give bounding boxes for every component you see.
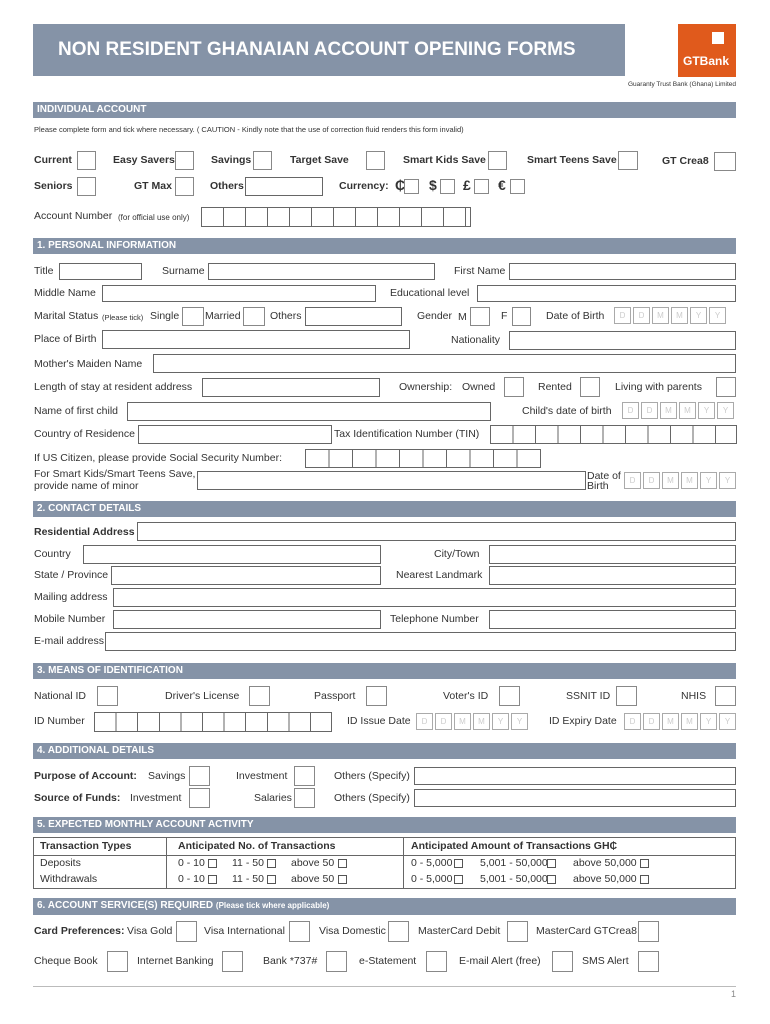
current-checkbox[interactable] bbox=[77, 151, 96, 170]
col-anticipated-amount: Anticipated Amount of Transactions GH₵ bbox=[411, 840, 618, 852]
maiden-name-field[interactable] bbox=[153, 354, 736, 373]
gt-crea8-label: GT Crea8 bbox=[662, 155, 709, 167]
target-save-checkbox[interactable] bbox=[366, 151, 385, 170]
email-alert-label: E-mail Alert (free) bbox=[459, 955, 541, 967]
purpose-savings-checkbox[interactable] bbox=[189, 766, 210, 786]
gender-m-checkbox[interactable] bbox=[470, 307, 490, 326]
wd-a1-checkbox[interactable] bbox=[454, 875, 463, 884]
visa-gold-checkbox[interactable] bbox=[176, 921, 197, 942]
dep-n1-checkbox[interactable] bbox=[208, 859, 217, 868]
national-id-label: National ID bbox=[34, 690, 86, 702]
page-number: 1 bbox=[731, 989, 737, 999]
source-salaries-checkbox[interactable] bbox=[294, 788, 315, 808]
date-digit-box[interactable]: Y bbox=[700, 472, 717, 489]
tin-label: Tax Identification Number (TIN) bbox=[334, 428, 480, 440]
footer-rule bbox=[33, 986, 736, 987]
source-investment-label: Investment bbox=[130, 792, 182, 804]
mastercard-gtcrea8-label: MasterCard GTCrea8 bbox=[536, 925, 637, 937]
dep-a2-label: 5,001 - 50,000 bbox=[480, 857, 548, 869]
email-alert-checkbox[interactable] bbox=[552, 951, 573, 972]
city-field[interactable] bbox=[489, 545, 736, 564]
state-field[interactable] bbox=[111, 566, 381, 585]
visa-domestic-checkbox[interactable] bbox=[388, 921, 409, 942]
education-label: Educational level bbox=[390, 287, 470, 299]
identification-heading: 3. MEANS OF IDENTIFICATION bbox=[33, 663, 736, 679]
internet-banking-label: Internet Banking bbox=[137, 955, 214, 967]
purpose-savings-label: Savings bbox=[148, 770, 186, 782]
date-digit-box[interactable]: Y bbox=[698, 402, 715, 419]
wd-n1-checkbox[interactable] bbox=[208, 875, 217, 884]
voters-id-checkbox[interactable] bbox=[499, 686, 520, 706]
logo-text: GTBank bbox=[683, 54, 730, 68]
date-digit-box[interactable]: M bbox=[473, 713, 490, 730]
single-checkbox[interactable] bbox=[182, 307, 204, 326]
date-digit-box[interactable]: M bbox=[662, 713, 679, 730]
dob-label: Date of Birth bbox=[546, 310, 605, 322]
first-child-field[interactable] bbox=[127, 402, 491, 421]
smart-teens-label: Smart Teens Save bbox=[527, 154, 617, 166]
gtbank-logo bbox=[678, 24, 736, 77]
minor-name-label-line1: For Smart Kids/Smart Teens Save, bbox=[34, 468, 196, 480]
minor-dob-label-line1: Date of bbox=[587, 470, 621, 482]
country-residence-field[interactable] bbox=[138, 425, 332, 444]
drivers-license-checkbox[interactable] bbox=[249, 686, 270, 706]
visa-domestic-label: Visa Domestic bbox=[319, 925, 386, 937]
mailing-address-field[interactable] bbox=[113, 588, 736, 607]
bank-name: Guaranty Trust Bank (Ghana) Limited bbox=[628, 81, 737, 88]
cheque-book-checkbox[interactable] bbox=[107, 951, 128, 972]
title-field[interactable] bbox=[59, 263, 142, 280]
date-digit-box[interactable]: D bbox=[624, 472, 641, 489]
source-others-field[interactable] bbox=[414, 789, 736, 807]
maiden-name-label: Mother's Maiden Name bbox=[34, 358, 143, 370]
purpose-label: Purpose of Account: bbox=[34, 770, 137, 782]
deposits-label: Deposits bbox=[40, 857, 81, 869]
minor-name-field[interactable] bbox=[197, 471, 586, 490]
euro-symbol: € bbox=[498, 177, 506, 193]
purpose-others-label: Others (Specify) bbox=[334, 770, 410, 782]
length-of-stay-label: Length of stay at resident address bbox=[34, 381, 193, 393]
place-of-birth-field[interactable] bbox=[102, 330, 410, 349]
dollar-checkbox[interactable] bbox=[440, 179, 455, 194]
dep-a3-checkbox[interactable] bbox=[640, 859, 649, 868]
source-salaries-label: Salaries bbox=[254, 792, 292, 804]
savings-label: Savings bbox=[211, 154, 252, 166]
purpose-investment-label: Investment bbox=[236, 770, 288, 782]
mobile-label: Mobile Number bbox=[34, 613, 106, 625]
date-digit-box[interactable]: Y bbox=[700, 713, 717, 730]
rented-checkbox[interactable] bbox=[580, 377, 600, 397]
withdrawals-label: Withdrawals bbox=[40, 873, 98, 885]
dep-n3-label: above 50 bbox=[291, 857, 335, 869]
first-name-label: First Name bbox=[454, 265, 506, 277]
date-digit-box[interactable]: M bbox=[681, 472, 698, 489]
national-id-checkbox[interactable] bbox=[97, 686, 118, 706]
easy-savers-label: Easy Savers bbox=[113, 154, 175, 166]
date-digit-box[interactable]: D bbox=[622, 402, 639, 419]
visa-international-checkbox[interactable] bbox=[289, 921, 310, 942]
mailing-address-label: Mailing address bbox=[34, 591, 108, 603]
residential-address-field[interactable] bbox=[137, 522, 736, 541]
date-digit-box[interactable]: D bbox=[435, 713, 452, 730]
sms-alert-checkbox[interactable] bbox=[638, 951, 659, 972]
dep-n1-label: 0 - 10 bbox=[178, 857, 205, 869]
bank-737-label: Bank *737# bbox=[263, 955, 318, 967]
married-label: Married bbox=[205, 310, 241, 322]
living-with-parents-label: Living with parents bbox=[615, 381, 702, 393]
wd-a2-label: 5,001 - 50,000 bbox=[480, 873, 548, 885]
date-digit-box[interactable]: M bbox=[679, 402, 696, 419]
date-digit-box[interactable]: Y bbox=[719, 713, 736, 730]
first-name-field[interactable] bbox=[509, 263, 736, 280]
dep-a3-label: above 50,000 bbox=[573, 857, 637, 869]
estatement-label: e-Statement bbox=[359, 955, 417, 967]
owned-label: Owned bbox=[462, 381, 496, 393]
country-residence-label: Country of Residence bbox=[34, 428, 135, 440]
personal-info-heading: 1. PERSONAL INFORMATION bbox=[33, 238, 736, 254]
married-checkbox[interactable] bbox=[243, 307, 265, 326]
date-digit-box[interactable]: M bbox=[652, 307, 669, 324]
internet-banking-checkbox[interactable] bbox=[222, 951, 243, 972]
id-number-boxes[interactable] bbox=[94, 712, 332, 732]
seniors-checkbox[interactable] bbox=[77, 177, 96, 196]
child-dob-label: Child's date of birth bbox=[522, 405, 612, 417]
smart-kids-checkbox[interactable] bbox=[488, 151, 507, 170]
smart-kids-label: Smart Kids Save bbox=[403, 154, 486, 166]
nationality-field[interactable] bbox=[509, 331, 736, 350]
surname-label: Surname bbox=[162, 265, 205, 277]
owned-checkbox[interactable] bbox=[504, 377, 524, 397]
wd-n2-checkbox[interactable] bbox=[267, 875, 276, 884]
living-with-parents-checkbox[interactable] bbox=[716, 377, 736, 397]
table-header-divider bbox=[34, 855, 735, 856]
services-heading bbox=[33, 898, 736, 915]
cheque-book-label: Cheque Book bbox=[34, 955, 98, 967]
id-number-label: ID Number bbox=[34, 715, 85, 727]
country-field[interactable] bbox=[83, 545, 381, 564]
wd-n1-label: 0 - 10 bbox=[178, 873, 205, 885]
date-digit-box[interactable]: Y bbox=[717, 402, 734, 419]
services-heading-note: (Please tick where applicable) bbox=[215, 901, 330, 910]
gender-f-label: F bbox=[501, 310, 508, 322]
col-transaction-types: Transaction Types bbox=[40, 840, 132, 852]
date-digit-box[interactable]: D bbox=[641, 402, 658, 419]
pound-checkbox[interactable] bbox=[474, 179, 489, 194]
cedi-checkbox[interactable] bbox=[404, 179, 419, 194]
date-digit-box[interactable]: D bbox=[624, 713, 641, 730]
wd-n3-label: above 50 bbox=[291, 873, 335, 885]
city-label: City/Town bbox=[434, 548, 480, 560]
individual-account-heading: INDIVIDUAL ACCOUNT bbox=[33, 102, 736, 118]
date-digit-box[interactable]: M bbox=[662, 472, 679, 489]
date-digit-box[interactable]: D bbox=[416, 713, 433, 730]
title-label: Title bbox=[34, 265, 54, 277]
tin-boxes[interactable] bbox=[490, 425, 737, 444]
email-label: E-mail address bbox=[34, 635, 105, 647]
nhis-label: NHIS bbox=[681, 690, 707, 702]
dep-a1-label: 0 - 5,000 bbox=[411, 857, 453, 869]
others-label: Others bbox=[210, 180, 244, 192]
bank-737-checkbox[interactable] bbox=[326, 951, 347, 972]
others-account-field[interactable] bbox=[245, 177, 323, 196]
gender-f-checkbox[interactable] bbox=[512, 307, 531, 326]
date-digit-box[interactable]: Y bbox=[511, 713, 528, 730]
visa-gold-label: Visa Gold bbox=[127, 925, 173, 937]
card-preferences-label: Card Preferences: bbox=[34, 925, 125, 937]
seniors-label: Seniors bbox=[34, 180, 73, 192]
account-number-boxes[interactable] bbox=[201, 207, 471, 227]
nhis-checkbox[interactable] bbox=[715, 686, 736, 706]
id-issue-date-label: ID Issue Date bbox=[347, 715, 411, 727]
date-digit-box[interactable]: M bbox=[681, 713, 698, 730]
mastercard-debit-label: MasterCard Debit bbox=[418, 925, 501, 937]
single-label: Single bbox=[150, 310, 180, 322]
passport-checkbox[interactable] bbox=[366, 686, 387, 706]
form-instructions: Please complete form and tick where necessary. ( CAUTION - Kindly note that the use of correction fluid renders this form invalid) bbox=[34, 125, 464, 134]
id-expiry-date-label: ID Expiry Date bbox=[549, 715, 617, 727]
smart-teens-checkbox[interactable] bbox=[618, 151, 638, 170]
table-divider-2 bbox=[403, 838, 404, 888]
date-digit-box[interactable]: D bbox=[614, 307, 631, 324]
voters-id-label: Voter's ID bbox=[443, 690, 489, 702]
mastercard-gtcrea8-checkbox[interactable] bbox=[638, 921, 659, 942]
visa-international-label: Visa International bbox=[204, 925, 285, 937]
current-label: Current bbox=[34, 154, 72, 166]
savings-checkbox[interactable] bbox=[253, 151, 272, 170]
mobile-field[interactable] bbox=[113, 610, 381, 629]
passport-label: Passport bbox=[314, 690, 356, 702]
additional-details-heading: 4. ADDITIONAL DETAILS bbox=[33, 743, 736, 759]
please-tick-note: (Please tick) bbox=[102, 313, 144, 322]
estatement-checkbox[interactable] bbox=[426, 951, 447, 972]
marital-others-label: Others bbox=[270, 310, 302, 322]
drivers-license-label: Driver's License bbox=[165, 690, 240, 702]
date-digit-box[interactable]: Y bbox=[709, 307, 726, 324]
dep-a2-checkbox[interactable] bbox=[547, 859, 556, 868]
first-child-label: Name of first child bbox=[34, 405, 119, 417]
wd-a3-checkbox[interactable] bbox=[640, 875, 649, 884]
date-digit-box[interactable]: Y bbox=[719, 472, 736, 489]
date-digit-box[interactable]: D bbox=[643, 713, 660, 730]
dep-a1-checkbox[interactable] bbox=[454, 859, 463, 868]
ssn-boxes[interactable] bbox=[305, 449, 541, 468]
telephone-field[interactable] bbox=[489, 610, 736, 629]
dep-n2-checkbox[interactable] bbox=[267, 859, 276, 868]
place-of-birth-label: Place of Birth bbox=[34, 333, 97, 345]
date-digit-box[interactable]: D bbox=[633, 307, 650, 324]
education-field[interactable] bbox=[477, 285, 736, 302]
col-anticipated-number: Anticipated No. of Transactions bbox=[178, 840, 336, 852]
landmark-label: Nearest Landmark bbox=[396, 569, 483, 581]
dep-n3-checkbox[interactable] bbox=[338, 859, 347, 868]
country-label: Country bbox=[34, 548, 71, 560]
telephone-label: Telephone Number bbox=[390, 613, 479, 625]
gt-max-label: GT Max bbox=[134, 180, 172, 192]
wd-n3-checkbox[interactable] bbox=[338, 875, 347, 884]
landmark-field[interactable] bbox=[489, 566, 736, 585]
email-field[interactable] bbox=[105, 632, 736, 651]
sms-alert-label: SMS Alert bbox=[582, 955, 629, 967]
mastercard-debit-checkbox[interactable] bbox=[507, 921, 528, 942]
rented-label: Rented bbox=[538, 381, 572, 393]
pound-symbol: £ bbox=[463, 177, 471, 193]
gt-max-checkbox[interactable] bbox=[175, 177, 194, 196]
state-label: State / Province bbox=[34, 569, 109, 581]
date-digit-box[interactable]: D bbox=[643, 472, 660, 489]
residential-address-label: Residential Address bbox=[34, 526, 135, 538]
nationality-label: Nationality bbox=[451, 334, 501, 346]
length-of-stay-field[interactable] bbox=[202, 378, 380, 397]
middle-name-label: Middle Name bbox=[34, 287, 96, 299]
surname-field[interactable] bbox=[208, 263, 435, 280]
page-title: NON RESIDENT GHANAIAN ACCOUNT OPENING FORMS bbox=[58, 39, 576, 60]
wd-a1-label: 0 - 5,000 bbox=[411, 873, 453, 885]
minor-dob-label-line2: Birth bbox=[587, 480, 609, 492]
table-divider-1 bbox=[166, 838, 167, 888]
ownership-label: Ownership: bbox=[399, 381, 453, 393]
gender-label: Gender bbox=[417, 310, 453, 322]
wd-a2-checkbox[interactable] bbox=[547, 875, 556, 884]
wd-a3-label: above 50,000 bbox=[573, 873, 637, 885]
gt-crea8-checkbox[interactable] bbox=[714, 152, 736, 171]
date-digit-box[interactable]: Y bbox=[690, 307, 707, 324]
target-save-label: Target Save bbox=[290, 154, 349, 166]
us-citizen-label: If US Citizen, please provide Social Security Number: bbox=[34, 452, 283, 464]
cedi-symbol: ₵ bbox=[395, 177, 406, 193]
contact-details-heading: 2. CONTACT DETAILS bbox=[33, 501, 736, 517]
date-digit-box[interactable]: M bbox=[671, 307, 688, 324]
easy-savers-checkbox[interactable] bbox=[175, 151, 194, 170]
date-digit-box[interactable]: M bbox=[454, 713, 471, 730]
ssnit-id-checkbox[interactable] bbox=[616, 686, 637, 706]
middle-name-field[interactable] bbox=[102, 285, 376, 302]
currency-label: Currency: bbox=[339, 180, 389, 192]
minor-name-label-line2: provide name of minor bbox=[34, 480, 139, 492]
logo-square-icon bbox=[712, 32, 724, 44]
date-digit-box[interactable]: M bbox=[660, 402, 677, 419]
marital-others-field[interactable] bbox=[305, 307, 402, 326]
account-number-label: Account Number bbox=[34, 210, 113, 222]
services-heading-title: 6. ACCOUNT SERVICE(S) REQUIRED bbox=[37, 900, 214, 911]
date-digit-box[interactable]: Y bbox=[492, 713, 509, 730]
marital-status-label: Marital Status bbox=[34, 310, 99, 322]
dollar-symbol: $ bbox=[429, 177, 437, 193]
purpose-investment-checkbox[interactable] bbox=[294, 766, 315, 786]
ssnit-id-label: SSNIT ID bbox=[566, 690, 611, 702]
monthly-activity-heading: 5. EXPECTED MONTHLY ACCOUNT ACTIVITY bbox=[33, 817, 736, 833]
dep-n2-label: 11 - 50 bbox=[232, 857, 264, 869]
source-investment-checkbox[interactable] bbox=[189, 788, 210, 808]
euro-checkbox[interactable] bbox=[510, 179, 525, 194]
purpose-others-field[interactable] bbox=[414, 767, 736, 785]
source-others-label: Others (Specify) bbox=[334, 792, 410, 804]
source-of-funds-label: Source of Funds: bbox=[34, 792, 121, 804]
official-use-note: (for official use only) bbox=[118, 213, 190, 222]
wd-n2-label: 11 - 50 bbox=[232, 873, 264, 885]
gender-m-label: M bbox=[458, 311, 467, 323]
